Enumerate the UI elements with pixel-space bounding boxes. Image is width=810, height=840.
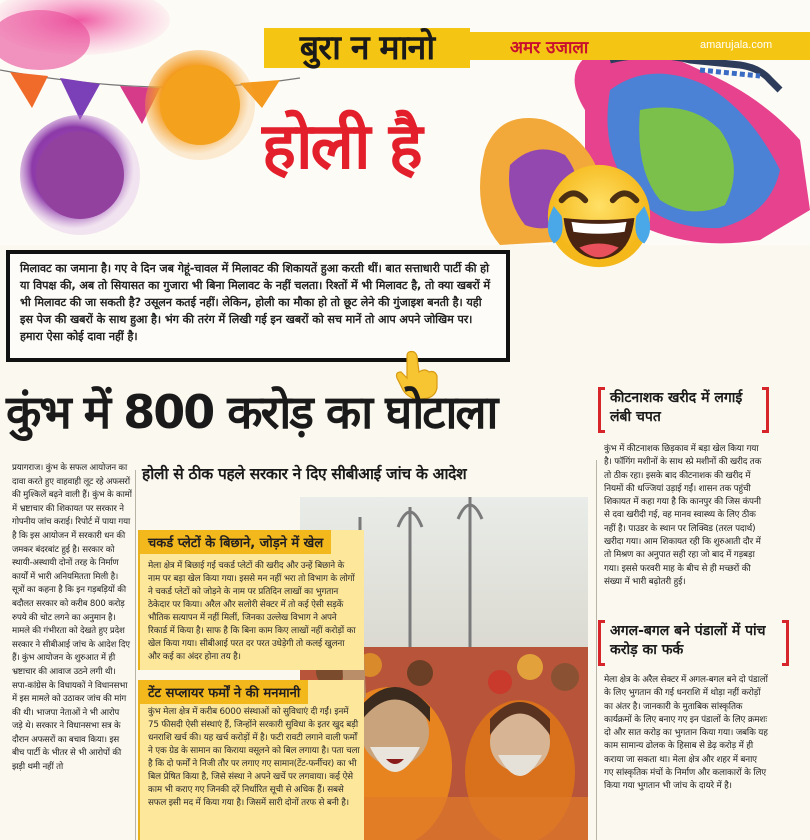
pesticide-text: कुंभ में कीटनाशक छिड़काव में बड़ा खेल किया गया है। फॉगिंग मशीनों के साथ स्प्रे मशीनों की खरीद तक तो ठीक रहा। इसके बाद कीटनाशक की खरीद में नियमों की धज्जियां उड़ाई गईं। शासन तक पहुंची शिकायत में कहा गया है कि कानपुर की जिस कंपनी से दवा खरीदी गई, वह मानव स्वास्थ्य के लिए ठीक नहीं है। पाउडर के स्थान पर लिक्विड (तरल पदार्थ) खरीदा गया। आम शिकायत रही कि शुरुआती दौर में तो मिश्रण का अनुपात सही रहा जो बाद में गड़बड़ा गया। इससे फरवरी माह के बीच से ही मच्छरों की संख्या में भारी बढ़ोतरी हुई।: [604, 444, 762, 587]
holi-title: होली है: [262, 110, 421, 184]
title-bracket-left: [598, 620, 605, 666]
pesticide-title: कीटनाशक खरीद में लगाई लंबी चपत: [610, 390, 743, 425]
disclaimer-text: मिलावट का जमाना है। गए वे दिन जब गेहूं-चावल में मिलावट की शिकायतें हुआ करती थीं। बात सत्ताधारी पार्टी की हो या विपक्ष की, अब तो सियासत का गुजारा भी बिना मिलावट के नहीं चलता। रिश्तों में भी मिलावट है, तो क्या खबरों में भी मिलावट की जा सकती है? उसूलन कतई नहीं। लेकिन, होली का मौका हो तो छूट लेने की गुंजाइश बनती है। यही इस पेज की खबरों के साथ हुआ है। भंग की तरंग में लिखी गई इन खबरों को सच मानें तो आप अपने जोखिम पर। हमारा ऐसा कोई दावा नहीं है।: [20, 262, 491, 343]
title-bracket-right: [782, 620, 789, 666]
column-divider: [135, 470, 136, 840]
main-story-column: [12, 462, 132, 840]
pesticide-story: [604, 387, 794, 589]
checkered-plates-box: [138, 530, 364, 670]
holi-banner: [0, 0, 810, 245]
pen-title-bar: [264, 28, 470, 68]
pandal-title: अगल-बगल बने पंडालों में पांच करोड़ का फर्क: [610, 623, 766, 658]
side-divider: [596, 460, 597, 840]
newspaper-logo: अमर उजाला: [510, 38, 589, 58]
main-story-body: प्रयागराज। कुंभ के सफल आयोजन का दावा करते हुए वाहवाही लूट रहे अफसरों की मुश्किलें बढ़ने वाली हैं। कुंभ के कामों में भ्रष्टाचार की शिकायत पर सरकार ने गोपनीय जांच कराई। रिपोर्ट में पाया गया है कि इस आयोजन में सरकारी धन की जमकर बंदरबांट हुई है। सरकार को स्थायी-अस्थायी दोनों तरह के निर्माण कार्यों में भारी अनियमितता मिली है। सूत्रों का कहना है कि इन गड़बड़ियों की बदौलत सरकार को करीब 800 करोड़ रुपये की चोट लगने का अनुमान है। मामले की गंभीरता को देखते हुए प्रदेश सरकार ने सीबीआई जांच के आदेश दिए हैं। कुंभ आयोजन के शुरुआत में ही भ्रष्टाचार की आवाज उठने लगी थी। सपा-कांग्रेस के विधायकों ने विधानसभा में इस मामले को उठाकर जांच की मांग की थी। भाजपा नेताओं ने भी आरोप जड़े थे। सरकार ने विधानसभा सत्र के दौरान अफसरों का बचाव किया। इस बीच पार्टी के भीतर से भी आरोपों की झड़ी थमी नहीं तो: [12, 463, 132, 773]
checkered-plates-title: चकर्ड प्लेटों के बिछाने, जोड़ने में खेल: [140, 530, 331, 554]
title-bracket-right: [762, 387, 769, 433]
title-bracket-left: [598, 387, 605, 433]
tent-supplier-box: [138, 680, 364, 840]
checkered-plates-text: मेला क्षेत्र में बिछाई गई चकर्ड प्लेटों की खरीद और उन्हें बिछाने के नाम पर बड़ा खेल किया गया। इससे मन नहीं भरा तो विभाग के लोगों ने चकर्ड प्लेटों को जोड़ने के नाम पर प्रतिदिन लाखों का भुगतान ठेकेदार पर किया। अरैल और सलोरी सेक्टर में तो कई ऐसी सड़कें भौतिक सत्यापन में नहीं मिलीं, जिनका उल्लेख विभाग ने अपने रिकार्ड में किया है। साफ है कि बिना काम किए लाखों नहीं करोड़ों का खेल किया गया। सीबीआई परत दर परत उधेड़ेगी तो कलई खुलना और कई का अंदर होना तय है।: [148, 561, 356, 662]
pen-title: बुरा न मानो: [299, 28, 435, 68]
main-subhead: होली से ठीक पहले सरकार ने दिए सीबीआई जांच के आदेश: [142, 465, 467, 483]
disclaimer-box: [6, 250, 510, 362]
laughing-crying-emoji-icon: [540, 160, 658, 272]
main-headline: कुंभ में 800 करोड़ का घोटाला: [6, 385, 497, 439]
pandal-story: [604, 620, 794, 794]
newspaper-url: amarujala.com: [700, 39, 773, 51]
logo-bar: [470, 32, 810, 60]
tent-supplier-title: टेंट सप्लायर फर्मों ने की मनमानी: [140, 680, 308, 704]
pandal-text: मेला क्षेत्र के अरैल सेक्टर में अगल-बगल बने दो पंडालों के लिए भुगतान की गई धनराशि में थोड़ा नहीं करोड़ों का अंतर है। जानकारी के मुताबिक सांस्कृतिक कार्यक्रमों के लिए बनाए गए इन पंडालों के लिए क्रमशः दो और सात करोड़ का भुगतान किया गया। जबकि यह काम सामान्य ढोलक के हिसाब से डेढ़ करोड़ में ही कराया जा सकता था। मेला क्षेत्र और शहर में बनाए गए सांस्कृतिक मंचों के निर्माण और कलाकारों के लिए किया गया भुगतान भी जांच के दायरे में है।: [604, 675, 768, 792]
tent-supplier-text: कुंभ मेला क्षेत्र में करीब 6000 संस्थाओं को सुविधाएं दी गईं। इनमें 75 फीसदी ऐसी संस्थाएं हैं, जिन्होंने सरकारी सुविधा के इतर खुद बड़ी धनराशि खर्च की। यह खर्च करोड़ों में है। फटी रावटी लगाने वाली फर्मों ने एक ग्रेड के सामान का किराया वसूलने को बिल लगाया है। पता चला है कि दो फर्मों ने निजी तौर पर लगाए गए सामान(टेंट-फर्नीचर) का भी बिल प्रेषित किया है, जिसे संस्था ने अपने खर्चे पर लगवाया। कई ऐसे काम भी कराए गए जिनकी दरें निर्धारित सूची से अधिक हैं। सबसे सफल इसी मद में किया गया है। जिसमें सारी दोनों तरफ से बनी है।: [148, 707, 360, 808]
